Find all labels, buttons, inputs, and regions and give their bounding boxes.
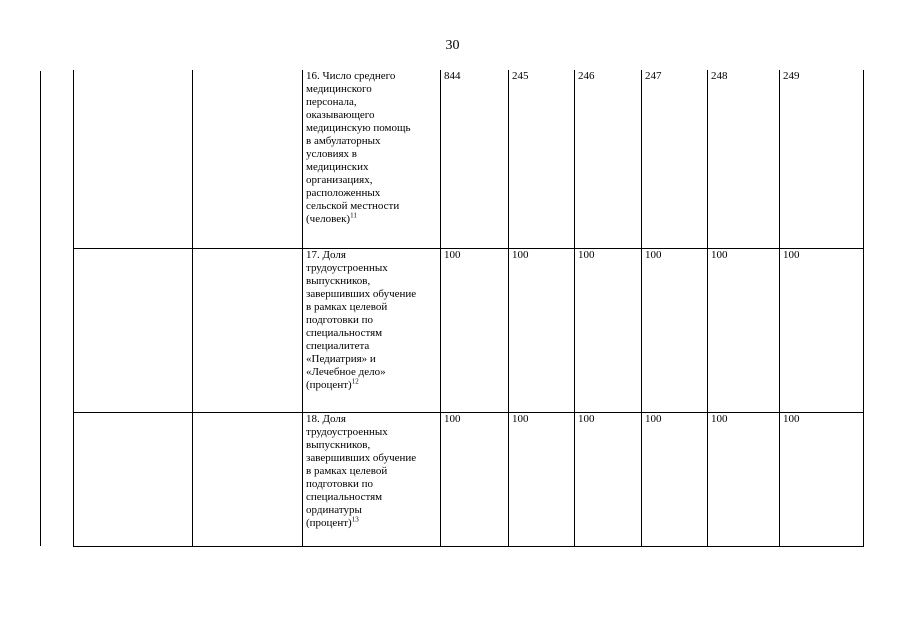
value-cell: 100 <box>708 248 780 412</box>
value-cell: 100 <box>780 248 864 412</box>
indicator-cell <box>303 70 441 248</box>
footnote-marker: 12 <box>351 376 359 385</box>
value-cell: 247 <box>642 70 708 248</box>
footnote-marker: 11 <box>350 211 357 220</box>
empty-cell <box>193 412 303 546</box>
empty-cell <box>193 70 303 248</box>
indicator-text: 18. Доля трудоустроенных выпускников, завершивших обучение в рамках целевой подготовки по специальностям ординатуры (процент) <box>306 412 417 529</box>
empty-cell <box>193 248 303 412</box>
value-cell: 245 <box>509 70 575 248</box>
value-cell: 100 <box>575 412 642 546</box>
empty-cell <box>74 70 193 248</box>
value-cell: 844 <box>441 70 509 248</box>
table-row <box>74 70 864 248</box>
indicator-text: 17. Доля трудоустроенных выпускников, завершивших обучение в рамках целевой подготовки по специальностям специалитета «Педиатрия» и «Лечебное дело» (процент) <box>306 248 417 391</box>
indicator-cell <box>303 248 441 412</box>
value-cell: 249 <box>780 70 864 248</box>
value-cell: 248 <box>708 70 780 248</box>
value-cell: 100 <box>642 248 708 412</box>
value-cell: 100 <box>642 412 708 546</box>
value-cell: 100 <box>575 248 642 412</box>
value-cell: 100 <box>509 248 575 412</box>
indicator-cell <box>303 412 441 546</box>
value-cell: 100 <box>509 412 575 546</box>
indicator-text: 16. Число среднего медицинского персонала, оказывающего медицинскую помощь в амбулаторных условиях в медицинских организациях, расположенных сельской местности (человек) <box>306 70 411 225</box>
table-row <box>74 248 864 412</box>
page-number: 30 <box>445 38 460 53</box>
footnote-marker: 13 <box>351 514 359 523</box>
value-cell: 246 <box>575 70 642 248</box>
value-cell: 100 <box>441 412 509 546</box>
value-cell: 100 <box>708 412 780 546</box>
table-row <box>74 412 864 546</box>
empty-cell <box>74 248 193 412</box>
outer-border-line <box>40 71 41 546</box>
value-cell: 100 <box>780 412 864 546</box>
value-cell: 100 <box>441 248 509 412</box>
indicators-table <box>73 70 864 547</box>
empty-cell <box>74 412 193 546</box>
